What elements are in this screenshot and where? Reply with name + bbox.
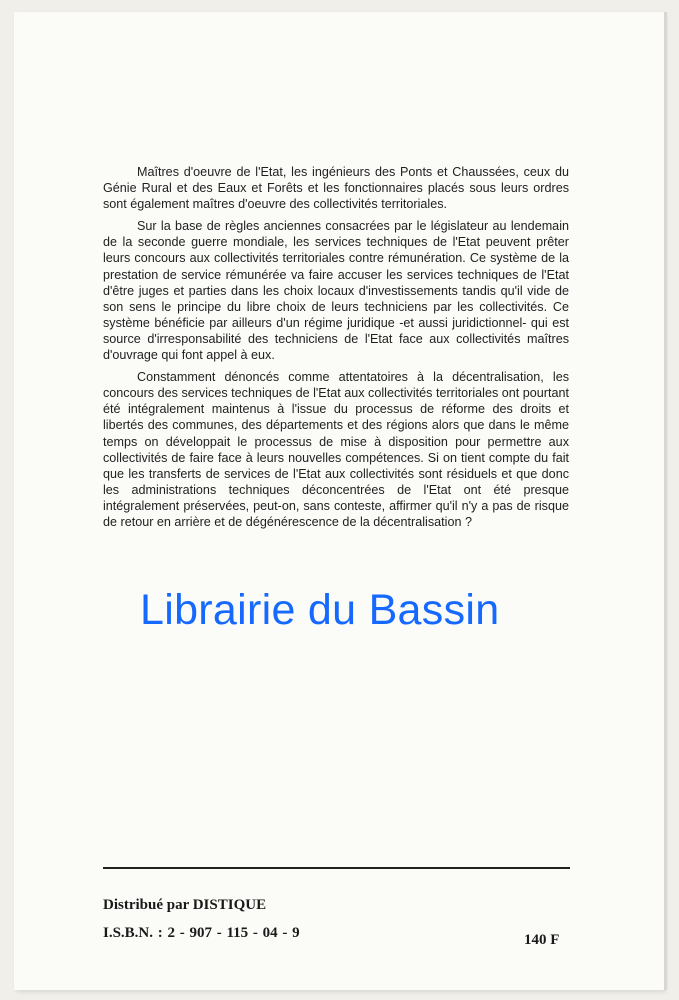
- blurb-paragraph-1: Maîtres d'oeuvre de l'Etat, les ingénieurs des Ponts et Chaussées, ceux du Génie Rural et des Eaux et Forêts et les fonctionnaires placés sous leurs ordres sont également maîtres d'oeuvre des collectivités territoriales.: [103, 165, 569, 212]
- blurb-paragraph-2: Sur la base de règles anciennes consacrées par le législateur au lendemain de la seconde guerre mondiale, les services techniques de l'Etat peuvent prêter leurs concours aux collectivités territoriales contre rémunération. Ce système de la prestation de service rémunérée va faire accuser les services techniques de l'Etat d'être juges et parties dans les choix locaux d'investissements tandis qu'il vide de son sens le principe du libre choix de leurs techniciens par les collectivités. Ce système bénéficie par ailleurs d'un régime juridique -et aussi juridictionnel- qui est source d'irresponsabilité des techniciens de l'Etat face aux collectivités maîtres d'ouvrage qui font appel à eux.: [103, 219, 569, 363]
- blurb-text: [103, 164, 569, 536]
- blurb-paragraph-3: Constamment dénoncés comme attentatoires à la décentralisation, les concours des services techniques de l'Etat aux collectivités territoriales ont pourtant été intégralement maintenus à l'issue du processus de réforme des droits et libertés des communes, des départements et des régions alors que dans le même temps on développait le processus de mise à disposition pour permettre aux collectivités de faire face à leurs nouvelles compétences. Si on tient compte du fait que les transferts de services de l'Etat aux collectivités sont résiduels et que donc les administrations techniques déconcentrées de l'Etat ont été presque intégralement préservées, peut-on, sans conteste, affirmer qu'il n'y a pas de risque de retour en arrière et de dégénérescence de la décentralisation ?: [103, 370, 569, 529]
- distributor-line: Distribué par DISTIQUE: [103, 897, 267, 913]
- divider-rule: [103, 867, 570, 869]
- isbn-line: I.S.B.N. : 2 - 907 - 115 - 04 - 9: [103, 925, 300, 941]
- watermark-text: Librairie du Bassin: [140, 586, 500, 634]
- price-label: 140 F: [524, 932, 560, 948]
- page-edge: [664, 12, 667, 990]
